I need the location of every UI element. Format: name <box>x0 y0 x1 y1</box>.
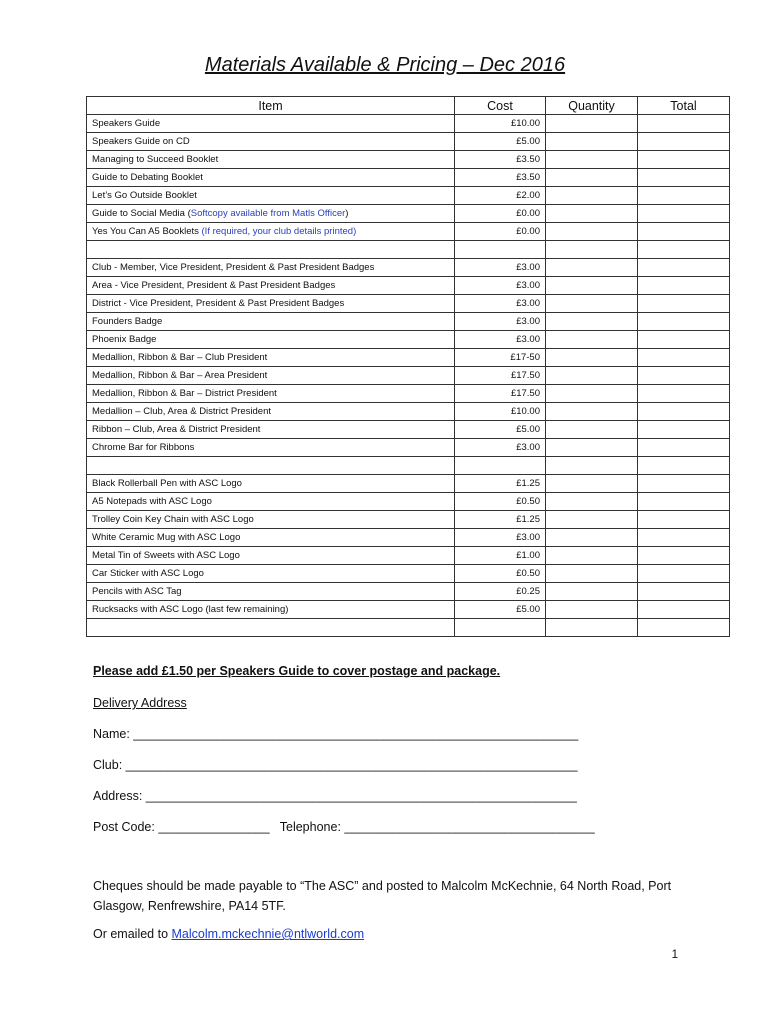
item-name: Car Sticker with ASC Logo <box>92 568 204 579</box>
total-cell[interactable] <box>638 169 730 187</box>
cost-cell: £5.00 <box>455 421 546 439</box>
cost-cell: £1.00 <box>455 547 546 565</box>
cost-cell: £1.25 <box>455 475 546 493</box>
blank-cell <box>87 241 455 259</box>
page-title: Materials Available & Pricing – Dec 2016 <box>204 54 566 76</box>
total-cell[interactable] <box>638 475 730 493</box>
blank-cell <box>546 241 638 259</box>
cost-cell: £0.25 <box>455 583 546 601</box>
total-cell[interactable] <box>638 547 730 565</box>
email-prefix: Or emailed to <box>93 927 172 941</box>
quantity-cell[interactable] <box>546 331 638 349</box>
club-field: Club: _________________________________________________________________ <box>93 758 578 772</box>
total-cell[interactable] <box>638 205 730 223</box>
email-link[interactable]: Malcolm.mckechnie@ntlworld.com <box>171 927 365 941</box>
blank-cell <box>638 241 730 259</box>
pricing-table <box>86 96 730 637</box>
item-cell <box>87 313 455 331</box>
item-name: Club - Member, Vice President, President & Past President Badges <box>92 262 375 273</box>
quantity-cell[interactable] <box>546 295 638 313</box>
quantity-cell[interactable] <box>546 169 638 187</box>
table-row <box>87 601 730 619</box>
item-name: Let’s Go Outside Booklet <box>92 190 197 201</box>
cost-cell: £3.00 <box>455 331 546 349</box>
item-name: Rucksacks with ASC Logo (last few remaining) <box>92 604 289 615</box>
table-row <box>87 475 730 493</box>
item-name: Medallion, Ribbon & Bar – Area President <box>92 370 268 381</box>
cost-cell: £17.50 <box>455 367 546 385</box>
table-row <box>87 277 730 295</box>
item-name: White Ceramic Mug with ASC Logo <box>92 532 241 543</box>
cost-cell: £10.00 <box>455 403 546 421</box>
quantity-cell[interactable] <box>546 439 638 457</box>
table-row <box>87 151 730 169</box>
quantity-cell[interactable] <box>546 529 638 547</box>
total-cell[interactable] <box>638 565 730 583</box>
item-cell <box>87 601 455 619</box>
quantity-cell[interactable] <box>546 583 638 601</box>
page-number: 1 <box>671 949 678 961</box>
table-row <box>87 169 730 187</box>
quantity-cell[interactable] <box>546 511 638 529</box>
quantity-cell[interactable] <box>546 133 638 151</box>
item-cell <box>87 169 455 187</box>
quantity-cell[interactable] <box>546 223 638 241</box>
quantity-cell[interactable] <box>546 475 638 493</box>
table-row <box>87 349 730 367</box>
delivery-heading: Delivery Address <box>93 696 187 710</box>
item-name: Phoenix Badge <box>92 334 157 345</box>
cost-cell: £3.00 <box>455 259 546 277</box>
cost-cell: £5.00 <box>455 601 546 619</box>
table-row <box>87 529 730 547</box>
cost-cell: £17-50 <box>455 349 546 367</box>
quantity-cell[interactable] <box>546 601 638 619</box>
item-name: Speakers Guide on CD <box>92 136 190 147</box>
postage-note: Please add £1.50 per Speakers Guide to cover postage and package. <box>93 664 501 678</box>
total-cell[interactable] <box>638 367 730 385</box>
table-row <box>87 205 730 223</box>
table-row <box>87 565 730 583</box>
item-name: Metal Tin of Sweets with ASC Logo <box>92 550 240 561</box>
table-row <box>87 295 730 313</box>
item-cell <box>87 223 455 241</box>
table-row <box>87 259 730 277</box>
table-row <box>87 385 730 403</box>
cost-cell: £10.00 <box>455 115 546 133</box>
item-cell <box>87 277 455 295</box>
item-name: Managing to Succeed Booklet <box>92 154 219 165</box>
item-cell <box>87 403 455 421</box>
item-cell <box>87 187 455 205</box>
total-cell[interactable] <box>638 133 730 151</box>
cost-cell: £1.25 <box>455 511 546 529</box>
item-name: Chrome Bar for Ribbons <box>92 442 195 453</box>
table-row <box>87 331 730 349</box>
item-note: (If required, your club details printed) <box>201 226 357 237</box>
item-cell <box>87 565 455 583</box>
item-cell <box>87 331 455 349</box>
table-row <box>87 403 730 421</box>
quantity-cell[interactable] <box>546 259 638 277</box>
item-name: Yes You Can A5 Booklets <box>92 226 202 237</box>
item-cell <box>87 115 455 133</box>
quantity-cell[interactable] <box>546 403 638 421</box>
cost-cell: £0.00 <box>455 205 546 223</box>
total-cell[interactable] <box>638 115 730 133</box>
item-name: Guide to Debating Booklet <box>92 172 203 183</box>
cost-cell: £3.00 <box>455 295 546 313</box>
item-cell <box>87 349 455 367</box>
quantity-cell[interactable] <box>546 547 638 565</box>
item-cell <box>87 205 455 223</box>
cost-cell: £3.00 <box>455 439 546 457</box>
total-cell[interactable] <box>638 439 730 457</box>
blank-cell <box>455 241 546 259</box>
quantity-cell[interactable] <box>546 385 638 403</box>
item-name: Medallion, Ribbon & Bar – District President <box>92 388 277 399</box>
quantity-cell[interactable] <box>546 367 638 385</box>
item-name: District - Vice President, President & Past President Badges <box>92 298 345 309</box>
total-cell[interactable] <box>638 403 730 421</box>
item-cell <box>87 385 455 403</box>
telephone-field: Telephone: ____________________________________ <box>279 820 595 834</box>
quantity-cell[interactable] <box>546 421 638 439</box>
item-name: Pencils with ASC Tag <box>92 586 182 597</box>
total-cell[interactable] <box>638 259 730 277</box>
total-cell[interactable] <box>638 601 730 619</box>
total-cell[interactable] <box>638 511 730 529</box>
item-name: Guide to Social Media ( <box>92 208 191 219</box>
blank-cell <box>546 619 638 637</box>
table-row <box>87 547 730 565</box>
blank-row <box>87 457 730 475</box>
quantity-cell[interactable] <box>546 565 638 583</box>
table-row <box>87 421 730 439</box>
cheques-instructions: Cheques should be made payable to “The ASC” and posted to Malcolm McKechnie, 64 North Road, Port Glasgow, Renfrewshire, PA14 5TF. <box>93 879 672 913</box>
item-cell <box>87 151 455 169</box>
total-cell[interactable] <box>638 493 730 511</box>
table-row <box>87 313 730 331</box>
post-code-field: Post Code: ________________ <box>93 820 270 834</box>
item-name: A5 Notepads with ASC Logo <box>92 496 212 507</box>
total-cell[interactable] <box>638 313 730 331</box>
table-row <box>87 115 730 133</box>
post-code-telephone-row <box>93 820 595 834</box>
table-row <box>87 511 730 529</box>
blank-row <box>87 619 730 637</box>
item-cell <box>87 583 455 601</box>
email-line <box>93 927 364 941</box>
table-header-row <box>87 97 730 115</box>
quantity-cell[interactable] <box>546 349 638 367</box>
total-cell[interactable] <box>638 349 730 367</box>
header-cost: Cost <box>455 97 546 115</box>
blank-row <box>87 241 730 259</box>
table-row <box>87 583 730 601</box>
quantity-cell[interactable] <box>546 205 638 223</box>
item-name: Area - Vice President, President & Past President Badges <box>92 280 336 291</box>
item-tail: ) <box>345 208 349 219</box>
quantity-cell[interactable] <box>546 313 638 331</box>
name-field: Name: ________________________________________________________________ <box>93 727 579 741</box>
total-cell[interactable] <box>638 529 730 547</box>
table-row <box>87 439 730 457</box>
header-total: Total <box>638 97 730 115</box>
blank-cell <box>638 457 730 475</box>
item-cell <box>87 511 455 529</box>
item-cell <box>87 493 455 511</box>
blank-cell <box>87 619 455 637</box>
blank-cell <box>638 619 730 637</box>
blank-cell <box>87 457 455 475</box>
pricing-table-body <box>87 115 730 637</box>
cost-cell: £0.50 <box>455 565 546 583</box>
item-cell <box>87 295 455 313</box>
cost-cell: £3.00 <box>455 277 546 295</box>
total-cell[interactable] <box>638 421 730 439</box>
item-cell <box>87 133 455 151</box>
quantity-cell[interactable] <box>546 151 638 169</box>
item-cell <box>87 547 455 565</box>
cost-cell: £17.50 <box>455 385 546 403</box>
item-name: Medallion – Club, Area & District President <box>92 406 271 417</box>
table-row <box>87 223 730 241</box>
quantity-cell[interactable] <box>546 187 638 205</box>
blank-cell <box>546 457 638 475</box>
total-cell[interactable] <box>638 151 730 169</box>
item-name: Ribbon – Club, Area & District President <box>92 424 261 435</box>
item-name: Founders Badge <box>92 316 163 327</box>
quantity-cell[interactable] <box>546 277 638 295</box>
cost-cell: £3.50 <box>455 151 546 169</box>
table-row <box>87 187 730 205</box>
total-cell[interactable] <box>638 187 730 205</box>
total-cell[interactable] <box>638 295 730 313</box>
item-name: Medallion, Ribbon & Bar – Club President <box>92 352 268 363</box>
item-name: Black Rollerball Pen with ASC Logo <box>92 478 242 489</box>
item-name: Speakers Guide <box>92 118 161 129</box>
cost-cell: £0.00 <box>455 223 546 241</box>
quantity-cell[interactable] <box>546 493 638 511</box>
quantity-cell[interactable] <box>546 115 638 133</box>
item-note: Softcopy available from Matls Officer <box>190 208 346 219</box>
cost-cell: £0.50 <box>455 493 546 511</box>
cost-cell: £3.50 <box>455 169 546 187</box>
item-cell <box>87 421 455 439</box>
total-cell[interactable] <box>638 385 730 403</box>
item-cell <box>87 367 455 385</box>
item-cell <box>87 259 455 277</box>
total-cell[interactable] <box>638 583 730 601</box>
item-cell <box>87 439 455 457</box>
table-row <box>87 367 730 385</box>
blank-cell <box>455 457 546 475</box>
cost-cell: £2.00 <box>455 187 546 205</box>
cost-cell: £3.00 <box>455 529 546 547</box>
total-cell[interactable] <box>638 223 730 241</box>
cost-cell: £5.00 <box>455 133 546 151</box>
header-item: Item <box>87 97 455 115</box>
cost-cell: £3.00 <box>455 313 546 331</box>
item-cell <box>87 475 455 493</box>
address-field: Address: ______________________________________________________________ <box>93 789 577 803</box>
total-cell[interactable] <box>638 331 730 349</box>
table-row <box>87 493 730 511</box>
blank-cell <box>455 619 546 637</box>
item-cell <box>87 529 455 547</box>
header-quantity: Quantity <box>546 97 638 115</box>
table-row <box>87 133 730 151</box>
item-name: Trolley Coin Key Chain with ASC Logo <box>92 514 254 525</box>
total-cell[interactable] <box>638 277 730 295</box>
